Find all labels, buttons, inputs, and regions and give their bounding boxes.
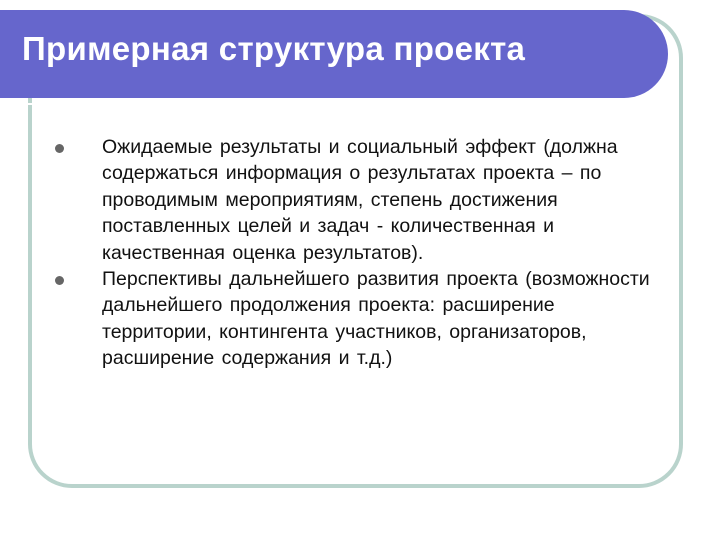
bullet-item-development-prospects bbox=[55, 266, 665, 372]
bullet-text: Ожидаемые результаты и социальный эффект (должна содержаться информация о результатах проекта – по проводимым мероприятиям, степень достижения поставленных целей и задач - количественная и качественная оценка результатов). bbox=[102, 136, 618, 264]
bullet-list bbox=[55, 134, 665, 372]
slide-title: Примерная структура проекта bbox=[22, 30, 526, 67]
bullet-dot-icon bbox=[55, 144, 64, 153]
bullet-item-expected-results bbox=[55, 134, 665, 266]
bullet-dot-icon bbox=[55, 276, 64, 285]
bullet-text: Перспективы дальнейшего развития проекта (возможности дальнейшего продолжения проекта: расширение территории, контингента участников, организаторов, расширение содержания и т.д.) bbox=[102, 268, 650, 370]
title-underline bbox=[0, 103, 636, 105]
